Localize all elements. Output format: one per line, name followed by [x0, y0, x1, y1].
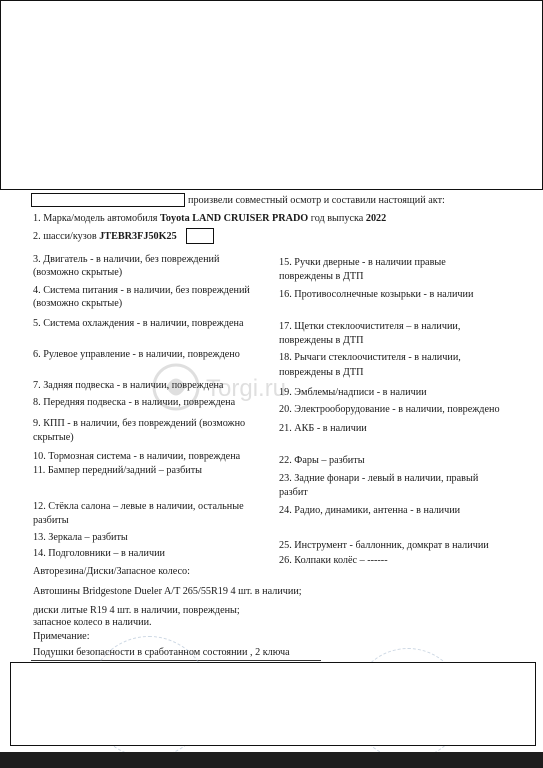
item-tail-lights-note: разбит	[279, 487, 308, 498]
item-tail-lights: 23. Задние фонари - левый в наличии, правый	[279, 473, 479, 484]
tires-line-2: диски литые R19 4 шт. в наличии, повреждены;	[33, 605, 240, 616]
vehicle-model-line	[33, 213, 386, 225]
item-sun-visors: 16. Противосолнечные козырьки - в наличии	[279, 289, 474, 300]
item-wipers: 17. Щетки стеклоочистителя – в наличии,	[279, 321, 461, 332]
vin-line	[33, 231, 177, 243]
item-rear-suspension: 7. Задняя подвеска - в наличии, повреждена	[33, 380, 224, 391]
watermark-logo	[148, 352, 378, 422]
item-headrests: 14. Подголовники – в наличии	[33, 548, 165, 559]
item-door-handles: 15. Ручки дверные - в наличии правые	[279, 257, 446, 268]
redacted-header-block	[0, 0, 543, 190]
item-tools: 25. Инструмент - баллонник, домкрат в наличии	[279, 540, 489, 551]
item-battery: 21. АКБ - в наличии	[279, 423, 367, 434]
item-fuel-system: 4. Система питания - в наличии, без повреждений	[33, 285, 250, 296]
item-headlights: 22. Фары – разбиты	[279, 455, 365, 466]
item-mirrors: 13. Зеркала – разбиты	[33, 532, 128, 543]
vehicle-model-label: 1. Марка/модель автомобиля	[33, 213, 158, 224]
vehicle-year-value: 2022	[365, 213, 387, 224]
item-radio: 24. Радио, динамики, антенна - в наличии	[279, 505, 461, 516]
vehicle-model-value: Toyota LAND CRUISER PRADO	[160, 213, 309, 224]
item-steering: 6. Рулевое управление - в наличии, повреждено	[33, 349, 240, 360]
item-brakes: 10. Тормозная система - в наличии, повреждена	[33, 451, 241, 462]
item-wiper-arms: 18. Рычаги стеклоочистителя - в наличии,	[279, 352, 461, 363]
vin-label: 2. шасси/кузов	[33, 231, 97, 242]
item-glass: 12. Стёкла салона – левые в наличии, остальные	[33, 501, 244, 512]
item-hubcaps: 26. Колпаки колёс – ------	[279, 555, 388, 566]
item-front-suspension: 8. Передняя подвеска - в наличии, повреждена	[33, 397, 236, 408]
tires-heading: Авторезина/Диски/Запасное колесо:	[33, 566, 190, 577]
note-text: Подушки безопасности в сработанном состоянии , 2 ключа	[33, 647, 290, 658]
item-fuel-system-note: (возможно скрытые)	[33, 298, 123, 309]
watermark-text: Torgi.ru	[206, 375, 287, 402]
item-gearbox: 9. КПП - в наличии, без повреждений (возможно	[33, 418, 246, 429]
item-bumpers: 11. Бампер передний/задний – разбиты	[33, 465, 203, 476]
redacted-vin-tail	[186, 228, 214, 244]
item-wipers-note: повреждены в ДТП	[279, 335, 364, 346]
item-door-handles-note: повреждены в ДТП	[279, 271, 364, 282]
item-wiper-arms-note: повреждены в ДТП	[279, 367, 364, 378]
vehicle-year-label: год выпуска	[310, 213, 364, 224]
tires-line-1: Автошины Bridgestone Dueler A/T 265/55R19 4 шт. в наличии;	[33, 586, 302, 597]
intro-text: произвели совместный осмотр и составили настоящий акт:	[188, 195, 445, 206]
tires-line-3: запасное колесо в наличии.	[33, 617, 152, 628]
item-engine-note: (возможно скрытые)	[33, 267, 123, 278]
redacted-party-name	[31, 193, 185, 207]
redacted-signatures-block	[10, 662, 536, 746]
item-electrics: 20. Электрооборудование - в наличии, повреждено	[279, 404, 500, 415]
scan-bottom-edge	[0, 752, 543, 768]
item-gearbox-note: скрытые)	[33, 432, 74, 443]
item-cooling: 5. Система охлаждения - в наличии, повреждена	[33, 318, 244, 329]
item-emblems: 19. Эмблемы/надписи - в наличии	[279, 387, 427, 398]
item-engine: 3. Двигатель - в наличии, без повреждений	[33, 254, 220, 265]
note-heading: Примечание:	[33, 631, 90, 642]
vin-value: JTEBR3FJ50K25	[99, 231, 177, 242]
item-glass-note: разбиты	[33, 515, 69, 526]
